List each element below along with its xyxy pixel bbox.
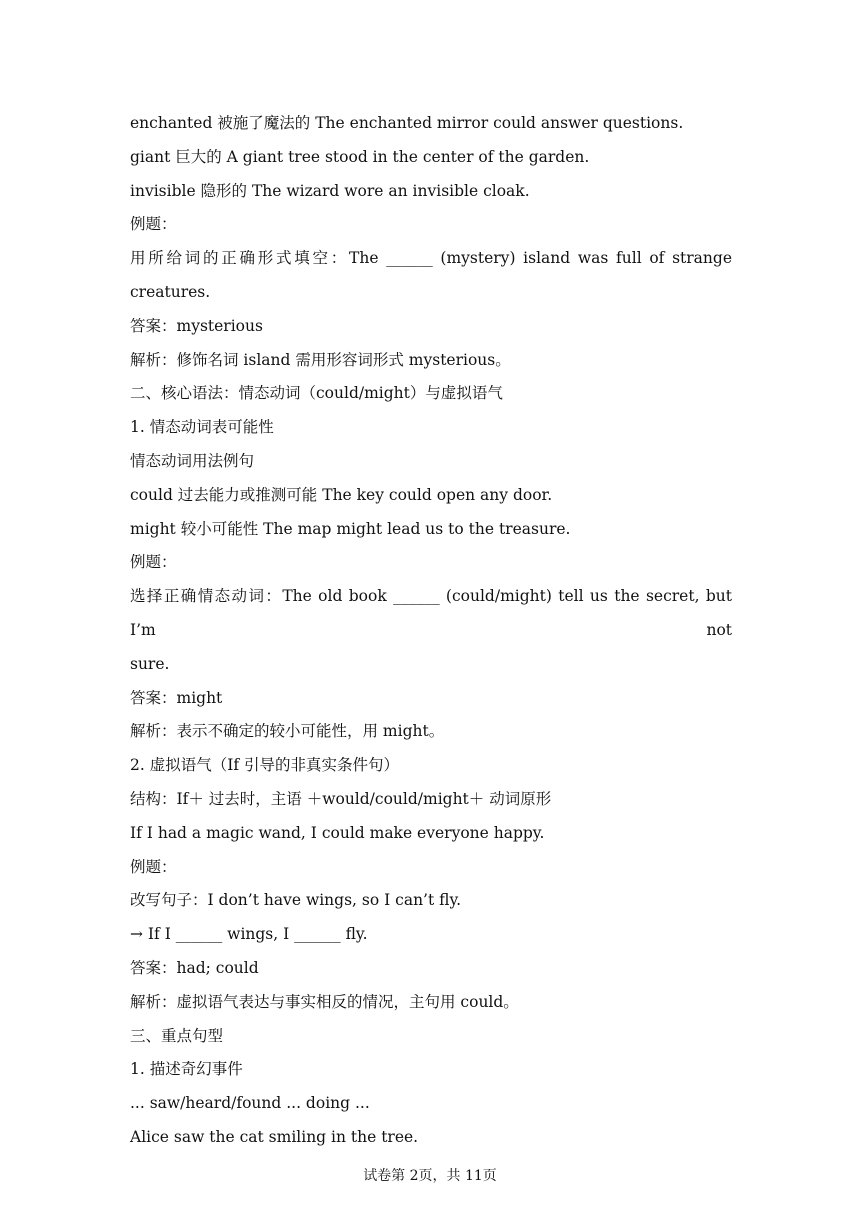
table-header-text: 情态动词用法例句 bbox=[130, 451, 255, 470]
vocab-invisible: invisible 隐形的 The wizard wore an invisible cloak. bbox=[130, 181, 530, 200]
exercise-analysis: 解析：表示不确定的较小可能性，用 might。 bbox=[130, 722, 445, 741]
example-sentence: If I had a magic wand, I could make everyone happy. bbox=[130, 823, 545, 842]
page-footer: 试卷第 2页，共 11页 bbox=[363, 1168, 497, 1184]
exercise-question-cont: creatures. bbox=[130, 282, 211, 301]
vocab-giant: giant 巨大的 A giant tree stood in the center of the garden. bbox=[130, 147, 590, 166]
subheading-fantasy-events: 1. 描述奇幻事件 bbox=[130, 1060, 243, 1079]
subheading-subjunctive: 2. 虚拟语气（If 引导的非真实条件句） bbox=[130, 756, 400, 775]
modal-might: might 较小可能性 The map might lead us to the treasure. bbox=[130, 519, 571, 538]
example-label: 例题： bbox=[130, 857, 177, 876]
exercise-answer: 答案：might bbox=[130, 688, 223, 707]
pattern-example: Alice saw the cat smiling in the tree. bbox=[130, 1127, 419, 1146]
vocab-enchanted: enchanted 被施了魔法的 The enchanted mirror could answer questions. bbox=[130, 114, 684, 132]
exercise-analysis: 解析：虚拟语气表达与事实相反的情况，主句用 could。 bbox=[130, 992, 519, 1011]
exercise-answer: 答案：mysterious bbox=[130, 316, 263, 335]
section-heading-grammar: 二、核心语法：情态动词（could/might）与虚拟语气 bbox=[130, 384, 503, 403]
section-heading-patterns: 三、重点句型 bbox=[130, 1026, 224, 1045]
pattern-text: ... saw/heard/found ... doing ... bbox=[130, 1094, 370, 1113]
structure-text: 结构：If＋ 过去时，主语 ＋would/could/might＋ 动词原形 bbox=[130, 789, 552, 808]
exercise-analysis: 解析：修饰名词 island 需用形容词形式 mysterious。 bbox=[130, 350, 511, 369]
page-content bbox=[130, 107, 732, 1155]
subheading-modal-verbs: 1. 情态动词表可能性 bbox=[130, 418, 274, 437]
modal-could: could 过去能力或推测可能 The key could open any door. bbox=[130, 485, 553, 504]
exercise-question: 选择正确情态动词：The old book ______ (could/might) tell us the secret, but I’m not bbox=[130, 587, 732, 639]
exercise-question-cont: sure. bbox=[130, 654, 170, 673]
exercise-answer: 答案：had; could bbox=[130, 958, 259, 977]
example-label: 例题： bbox=[130, 215, 177, 234]
example-label: 例题： bbox=[130, 553, 177, 572]
exercise-rewrite: → If I ______ wings, I ______ fly. bbox=[130, 925, 368, 944]
exercise-question: 用所给词的正确形式填空：The ______ (mystery) island was full of strange bbox=[130, 249, 732, 268]
exercise-question: 改写句子：I don’t have wings, so I can’t fly. bbox=[130, 891, 462, 910]
